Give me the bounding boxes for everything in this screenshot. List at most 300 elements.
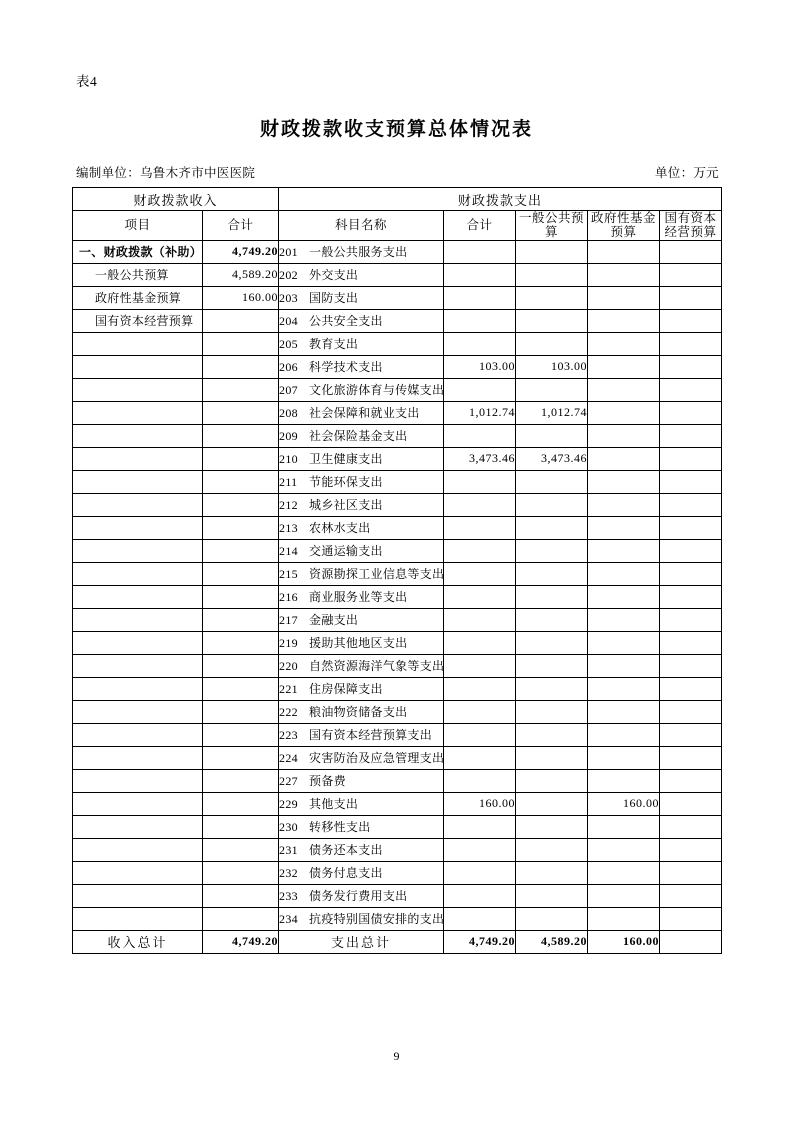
compiling-unit: 编制单位：乌鲁木齐市中医医院 [76, 166, 256, 180]
expense-subject-code: 210 [279, 452, 298, 467]
expense-general-public-amount [516, 861, 588, 884]
page-number: 9 [393, 1049, 400, 1063]
expense-total-amount [444, 332, 516, 355]
expense-general-public-amount [516, 263, 588, 286]
expense-subject-title: 科学技术支出 [309, 360, 383, 375]
expense-state-capital-amount [660, 332, 722, 355]
expense-subject-code: 201 [279, 245, 298, 260]
income-item-label: 一般公共预算 [73, 263, 203, 286]
expense-gov-fund-amount [588, 263, 660, 286]
expense-subject-code: 217 [279, 613, 298, 628]
income-item-label: 国有资本经营预算 [73, 309, 203, 332]
income-item-label: 一、财政拨款（补助） [73, 240, 203, 263]
expense-subject-name [279, 677, 444, 700]
expense-state-capital-amount [660, 654, 722, 677]
table-row [73, 585, 722, 608]
income-item-label [73, 769, 203, 792]
income-item-label [73, 493, 203, 516]
group-header-row [73, 188, 722, 211]
expense-state-capital-amount [660, 792, 722, 815]
expense-state-capital-amount [660, 240, 722, 263]
expense-state-capital-amount [660, 263, 722, 286]
expense-subject-name [279, 516, 444, 539]
expense-subject-name [279, 240, 444, 263]
expense-gov-fund-amount [588, 631, 660, 654]
expense-gov-fund-amount [588, 884, 660, 907]
expense-state-capital-amount [660, 677, 722, 700]
income-item-label [73, 608, 203, 631]
expense-subject-title: 债务还本支出 [309, 843, 383, 858]
expense-subject-name [279, 861, 444, 884]
expense-subject-name [279, 332, 444, 355]
income-item-amount [203, 792, 279, 815]
income-item-amount [203, 493, 279, 516]
expense-total-amount [444, 654, 516, 677]
expense-subject-name [279, 654, 444, 677]
expense-total-amount [444, 286, 516, 309]
expense-general-public-amount [516, 723, 588, 746]
income-item-amount [203, 401, 279, 424]
income-item-label [73, 470, 203, 493]
income-item-label [73, 815, 203, 838]
budget-table [72, 187, 722, 954]
expense-state-capital-amount [660, 539, 722, 562]
expense-subject-title: 社会保障和就业支出 [309, 406, 420, 421]
income-item-label [73, 746, 203, 769]
income-item-label: 政府性基金预算 [73, 286, 203, 309]
expense-subject-title: 其他支出 [309, 797, 359, 812]
table-row [73, 723, 722, 746]
expense-general-public-amount [516, 792, 588, 815]
expense-state-capital-amount [660, 286, 722, 309]
group-header-expense: 财政拨款支出 [279, 188, 722, 211]
expense-state-capital-total [660, 930, 722, 953]
income-item-label [73, 723, 203, 746]
expense-general-public-amount [516, 332, 588, 355]
expense-subject-name [279, 838, 444, 861]
expense-total-amount [444, 516, 516, 539]
income-item-amount [203, 424, 279, 447]
expense-subject-title: 资源勘探工业信息等支出 [309, 567, 445, 582]
expense-gov-fund-amount [588, 838, 660, 861]
col-header-general-public: 一般公共预算 [516, 211, 588, 241]
table-row [73, 539, 722, 562]
table-row [73, 401, 722, 424]
table-row [73, 631, 722, 654]
income-item-amount [203, 769, 279, 792]
expense-subject-name [279, 263, 444, 286]
expense-gov-fund-amount [588, 585, 660, 608]
col-header-expense-total: 合计 [444, 211, 516, 241]
expense-gov-fund-amount [588, 907, 660, 930]
expense-total-amount [444, 493, 516, 516]
expense-subject-code: 221 [279, 682, 298, 697]
expense-total-amount [444, 263, 516, 286]
expense-general-public-amount [516, 309, 588, 332]
expense-gov-fund-amount [588, 424, 660, 447]
expense-subject-code: 229 [279, 797, 298, 812]
expense-total-amount [444, 907, 516, 930]
expense-subject-code: 208 [279, 406, 298, 421]
col-header-income-total: 合计 [203, 211, 279, 241]
expense-subject-code: 222 [279, 705, 298, 720]
table-row [73, 240, 722, 263]
income-item-label [73, 700, 203, 723]
expense-subject-code: 224 [279, 751, 298, 766]
expense-subject-name [279, 907, 444, 930]
expense-subject-name [279, 355, 444, 378]
expense-gov-fund-amount [588, 723, 660, 746]
income-item-amount [203, 585, 279, 608]
expense-state-capital-amount [660, 884, 722, 907]
expense-gov-fund-amount [588, 815, 660, 838]
expense-subject-title: 自然资源海洋气象等支出 [309, 659, 445, 674]
expense-subject-name [279, 769, 444, 792]
expense-subject-title: 社会保险基金支出 [309, 429, 408, 444]
table-row [73, 907, 722, 930]
income-item-amount [203, 723, 279, 746]
expense-total-amount [444, 815, 516, 838]
expense-subject-title: 外交支出 [309, 268, 359, 283]
expense-subject-title: 教育支出 [309, 337, 359, 352]
expense-total-label: 支出总计 [279, 930, 444, 953]
expense-subject-name [279, 884, 444, 907]
expense-subject-code: 230 [279, 820, 298, 835]
expense-subject-title: 公共安全支出 [309, 314, 383, 329]
expense-total-amount [444, 562, 516, 585]
expense-state-capital-amount [660, 631, 722, 654]
expense-subject-title: 转移性支出 [309, 820, 371, 835]
expense-subject-code: 212 [279, 498, 298, 513]
page-title: 财政拨款收支预算总体情况表 [259, 119, 533, 140]
expense-subject-code: 223 [279, 728, 298, 743]
expense-general-public-amount [516, 907, 588, 930]
expense-subject-code: 207 [279, 383, 298, 398]
expense-gov-fund-amount [588, 493, 660, 516]
expense-general-public-amount [516, 815, 588, 838]
expense-general-public-amount [516, 838, 588, 861]
income-item-amount [203, 562, 279, 585]
expense-general-public-amount [516, 539, 588, 562]
income-item-amount: 160.00 [203, 286, 279, 309]
expense-gov-fund-amount [588, 654, 660, 677]
income-item-amount [203, 447, 279, 470]
income-item-label [73, 516, 203, 539]
expense-subject-name [279, 286, 444, 309]
expense-subject-name [279, 424, 444, 447]
group-header-income: 财政拨款收入 [73, 188, 279, 211]
income-total-label: 收入总计 [73, 930, 203, 953]
expense-subject-code: 203 [279, 291, 298, 306]
expense-subject-title: 预备费 [309, 774, 346, 789]
table-row [73, 792, 722, 815]
income-item-amount [203, 654, 279, 677]
expense-total-amount [444, 723, 516, 746]
income-item-label [73, 355, 203, 378]
income-item-label [73, 677, 203, 700]
expense-subject-name [279, 723, 444, 746]
meta-row [76, 163, 719, 181]
expense-general-public-amount [516, 700, 588, 723]
income-total-amount: 4,749.20 [203, 930, 279, 953]
sheet-label: 表4 [76, 74, 98, 89]
expense-subject-code: 219 [279, 636, 298, 651]
income-item-label [73, 654, 203, 677]
income-item-amount [203, 309, 279, 332]
expense-general-public-amount: 3,473.46 [516, 447, 588, 470]
expense-general-public-amount [516, 493, 588, 516]
income-item-amount [203, 861, 279, 884]
expense-subject-name [279, 585, 444, 608]
expense-subject-title: 债务付息支出 [309, 866, 383, 881]
expense-subject-name [279, 562, 444, 585]
expense-state-capital-amount [660, 746, 722, 769]
expense-subject-name [279, 378, 444, 401]
expense-total-amount [444, 424, 516, 447]
expense-subject-title: 灾害防治及应急管理支出 [309, 751, 445, 766]
expense-general-public-amount [516, 769, 588, 792]
income-item-label [73, 585, 203, 608]
expense-state-capital-amount [660, 516, 722, 539]
expense-general-public-amount [516, 677, 588, 700]
expense-general-public-amount: 1,012.74 [516, 401, 588, 424]
expense-general-public-amount [516, 746, 588, 769]
income-item-amount [203, 332, 279, 355]
expense-subject-name [279, 700, 444, 723]
expense-general-public-amount [516, 654, 588, 677]
income-item-amount: 4,589.20 [203, 263, 279, 286]
income-item-amount [203, 907, 279, 930]
expense-state-capital-amount [660, 861, 722, 884]
income-item-amount [203, 539, 279, 562]
income-item-label [73, 378, 203, 401]
income-item-amount [203, 815, 279, 838]
income-item-label [73, 401, 203, 424]
expense-gov-fund-amount [588, 447, 660, 470]
table-row [73, 861, 722, 884]
totals-row [73, 930, 722, 953]
table-row [73, 769, 722, 792]
expense-subject-code: 205 [279, 337, 298, 352]
expense-total-amount [444, 309, 516, 332]
table-row [73, 608, 722, 631]
expense-gov-fund-amount [588, 355, 660, 378]
expense-gov-fund-amount [588, 861, 660, 884]
expense-subject-code: 227 [279, 774, 298, 789]
expense-gov-fund-amount [588, 700, 660, 723]
expense-subject-code: 209 [279, 429, 298, 444]
table-row [73, 700, 722, 723]
table-row [73, 424, 722, 447]
expense-general-public-amount [516, 562, 588, 585]
expense-subject-code: 231 [279, 843, 298, 858]
column-header-row [73, 211, 722, 241]
expense-total-amount: 160.00 [444, 792, 516, 815]
expense-gov-fund-amount: 160.00 [588, 792, 660, 815]
expense-gov-fund-amount [588, 378, 660, 401]
table-row [73, 355, 722, 378]
expense-gov-fund-amount [588, 332, 660, 355]
expense-gov-fund-amount [588, 608, 660, 631]
col-header-subject-name: 科目名称 [279, 211, 444, 241]
expense-state-capital-amount [660, 493, 722, 516]
expense-subject-title: 金融支出 [309, 613, 359, 628]
expense-subject-code: 220 [279, 659, 298, 674]
expense-state-capital-amount [660, 907, 722, 930]
expense-state-capital-amount [660, 424, 722, 447]
expense-gov-fund-amount [588, 746, 660, 769]
table-row [73, 884, 722, 907]
expense-subject-code: 232 [279, 866, 298, 881]
expense-total-amount [444, 378, 516, 401]
expense-subject-title: 国防支出 [309, 291, 359, 306]
expense-gov-fund-amount [588, 516, 660, 539]
expense-subject-name [279, 309, 444, 332]
table-row [73, 562, 722, 585]
expense-subject-name [279, 447, 444, 470]
expense-subject-code: 234 [279, 912, 298, 927]
expense-total-amount [444, 700, 516, 723]
expense-gov-fund-amount [588, 562, 660, 585]
table-row [73, 815, 722, 838]
expense-subject-title: 节能环保支出 [309, 475, 383, 490]
expense-state-capital-amount [660, 700, 722, 723]
income-item-label [73, 907, 203, 930]
expense-state-capital-amount [660, 378, 722, 401]
income-item-amount [203, 884, 279, 907]
table-row [73, 677, 722, 700]
expense-gov-fund-amount [588, 309, 660, 332]
expense-subject-title: 文化旅游体育与传媒支出 [309, 383, 445, 398]
expense-subject-title: 粮油物资储备支出 [309, 705, 408, 720]
expense-subject-title: 卫生健康支出 [309, 452, 383, 467]
income-item-amount [203, 838, 279, 861]
expense-total-amount [444, 838, 516, 861]
expense-gov-fund-amount [588, 677, 660, 700]
expense-state-capital-amount [660, 401, 722, 424]
expense-total-amount: 103.00 [444, 355, 516, 378]
expense-subject-name [279, 608, 444, 631]
income-item-label [73, 447, 203, 470]
expense-subject-title: 抗疫特别国债安排的支出 [309, 912, 445, 927]
col-header-gov-fund: 政府性基金预算 [588, 211, 660, 241]
expense-general-public-amount [516, 884, 588, 907]
expense-state-capital-amount [660, 562, 722, 585]
expense-gov-fund-amount [588, 401, 660, 424]
expense-general-public-amount [516, 286, 588, 309]
col-header-item: 项目 [73, 211, 203, 241]
expense-subject-title: 住房保障支出 [309, 682, 383, 697]
income-item-amount: 4,749.20 [203, 240, 279, 263]
expense-state-capital-amount [660, 585, 722, 608]
expense-total-amount [444, 240, 516, 263]
expense-subject-code: 206 [279, 360, 298, 375]
expense-subject-title: 债务发行费用支出 [309, 889, 408, 904]
expense-state-capital-amount [660, 309, 722, 332]
income-item-label [73, 539, 203, 562]
col-header-state-capital: 国有资本经营预算 [660, 211, 722, 241]
expense-subject-title: 城乡社区支出 [309, 498, 383, 513]
income-item-amount [203, 470, 279, 493]
expense-total-amount: 3,473.46 [444, 447, 516, 470]
income-item-label [73, 562, 203, 585]
table-row [73, 838, 722, 861]
income-item-label [73, 838, 203, 861]
expense-general-public-amount [516, 631, 588, 654]
income-item-amount [203, 677, 279, 700]
expense-total-amount [444, 585, 516, 608]
expense-total-amount [444, 861, 516, 884]
expense-general-public-amount [516, 585, 588, 608]
expense-state-capital-amount [660, 608, 722, 631]
expense-general-public-amount: 103.00 [516, 355, 588, 378]
expense-general-public-amount [516, 424, 588, 447]
expense-total-amount [444, 470, 516, 493]
expense-state-capital-amount [660, 723, 722, 746]
table-row [73, 378, 722, 401]
expense-state-capital-amount [660, 470, 722, 493]
expense-subject-title: 国有资本经营预算支出 [309, 728, 433, 743]
income-item-label [73, 792, 203, 815]
expense-subject-code: 233 [279, 889, 298, 904]
expense-subject-code: 216 [279, 590, 298, 605]
expense-gov-fund-amount [588, 286, 660, 309]
income-item-amount [203, 355, 279, 378]
expense-total-amount [444, 746, 516, 769]
expense-general-public-amount [516, 470, 588, 493]
expense-state-capital-amount [660, 355, 722, 378]
expense-total-amount: 1,012.74 [444, 401, 516, 424]
expense-subject-name [279, 792, 444, 815]
table-row [73, 332, 722, 355]
expense-subject-title: 农林水支出 [309, 521, 371, 536]
expense-general-public-amount [516, 240, 588, 263]
income-item-amount [203, 608, 279, 631]
expense-total-amount [444, 769, 516, 792]
expense-total-amount [444, 677, 516, 700]
expense-subject-name [279, 746, 444, 769]
expense-subject-title: 援助其他地区支出 [309, 636, 408, 651]
expense-total-amount [444, 608, 516, 631]
expense-subject-title: 一般公共服务支出 [309, 245, 408, 260]
expense-subject-name [279, 815, 444, 838]
expense-general-public-amount [516, 516, 588, 539]
expense-subject-name [279, 493, 444, 516]
expense-subject-code: 214 [279, 544, 298, 559]
expense-grand-total: 4,749.20 [444, 930, 516, 953]
expense-total-amount [444, 631, 516, 654]
income-item-label [73, 631, 203, 654]
income-item-label [73, 861, 203, 884]
income-item-label [73, 332, 203, 355]
expense-subject-name [279, 631, 444, 654]
expense-general-public-amount [516, 378, 588, 401]
expense-subject-code: 204 [279, 314, 298, 329]
expense-subject-code: 202 [279, 268, 298, 283]
income-item-label [73, 424, 203, 447]
income-item-amount [203, 700, 279, 723]
expense-subject-name [279, 539, 444, 562]
table-row [73, 309, 722, 332]
expense-subject-title: 商业服务业等支出 [309, 590, 408, 605]
expense-gov-fund-amount [588, 769, 660, 792]
income-item-label [73, 884, 203, 907]
expense-state-capital-amount [660, 769, 722, 792]
income-item-amount [203, 378, 279, 401]
amount-unit: 单位：万元 [654, 166, 719, 180]
expense-general-public-total: 4,589.20 [516, 930, 588, 953]
expense-subject-code: 211 [279, 475, 298, 490]
